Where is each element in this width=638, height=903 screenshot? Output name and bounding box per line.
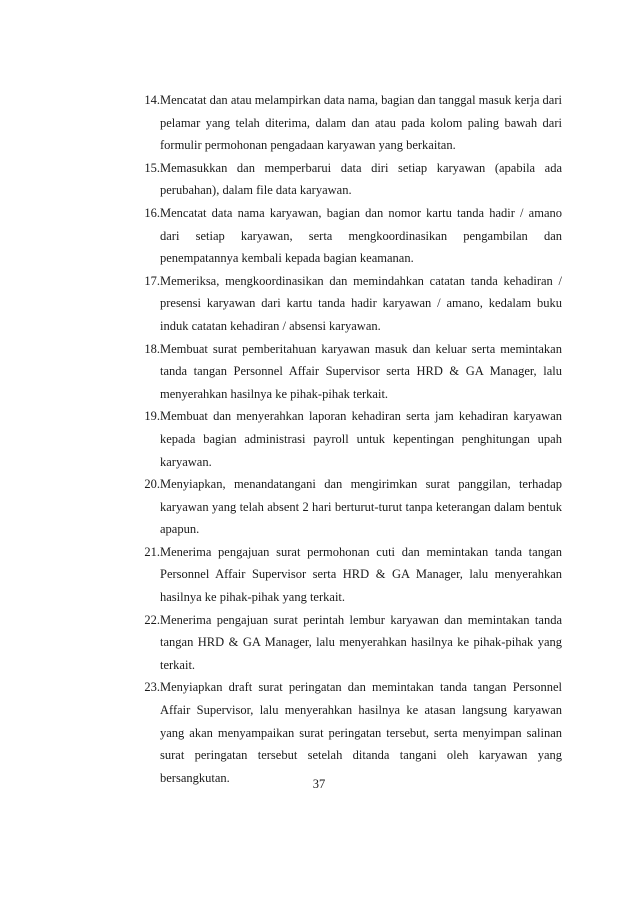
list-item [138,609,562,677]
list-item [138,473,562,541]
list-item [138,676,562,789]
item-text: Mencatat dan atau melampirkan data nama, bagian dan tanggal masuk kerja dari pelamar yang telah diterima, dalam dan atau pada kolom paling bawah dari formulir permohonan pengadaan karyawan yang berkaitan. [160,93,562,153]
numbered-list [138,89,562,789]
item-number: 16. [144,205,160,220]
item-text: Menyiapkan, menandatangani dan mengirimkan surat panggilan, terhadap karyawan yang telah absent 2 hari berturut-turut tanpa keterangan dalam bentuk apapun. [160,477,562,537]
list-item [138,270,562,338]
item-number: 21. [144,544,160,559]
item-text: Mencatat data nama karyawan, bagian dan nomor kartu tanda hadir / amano dari setiap karyawan, serta mengkoordinasikan pengambilan dan penempatannya kembali kepada bagian keamanan. [160,205,562,266]
item-text: Membuat surat pemberitahuan karyawan masuk dan keluar serta memintakan tanda tangan Personnel Affair Supervisor serta HRD & GA Manager, lalu menyerahkan hasilnya ke pihak-pihak terkait. [160,341,562,401]
item-text: Membuat dan menyerahkan laporan kehadiran serta jam kehadiran karyawan kepada bagian administrasi payroll untuk kepentingan penghitungan upah karyawan. [160,409,562,469]
list-item [138,202,562,270]
item-number: 22. [144,612,160,627]
item-text: Memasukkan dan memperbarui data diri setiap karyawan (apabila ada perubahan), dalam file data karyawan. [160,160,562,198]
item-number: 14. [144,93,160,107]
list-item [138,157,562,202]
item-number: 20. [144,477,160,492]
item-number: 18. [144,341,160,356]
list-item [138,405,562,473]
item-text: Menyiapkan draft surat peringatan dan memintakan tanda tangan Personnel Affair Supervisor, lalu menyerahkan hasilnya ke atasan langsung karyawan yang akan menyampaikan surat peringatan tersebut, serta menyimpan salinan surat peringatan tersebut setelah ditanda tangani oleh karyawan yang bersangkutan. [160,680,562,785]
item-number: 15. [144,160,160,175]
item-number: 19. [144,409,160,424]
list-item [138,338,562,406]
list-item [138,89,562,157]
item-text: Menerima pengajuan surat perintah lembur karyawan dan memintakan tanda tangan HRD & GA Manager, lalu menyerahkan hasilnya ke pihak-pihak yang terkait. [160,612,562,672]
item-text: Menerima pengajuan surat permohonan cuti dan memintakan tanda tangan Personnel Affair Supervisor serta HRD & GA Manager, lalu menyerahkan hasilnya ke pihak-pihak yang terkait. [160,544,562,605]
item-text: Memeriksa, mengkoordinasikan dan memindahkan catatan tanda kehadiran / presensi karyawan dari kartu tanda hadir karyawan / amano, kedalam buku induk catatan kehadiran / absensi karyawan. [160,273,562,333]
item-number: 23. [144,680,160,695]
page-number: 37 [312,777,326,791]
list-item [138,541,562,609]
item-number: 17. [144,273,160,288]
